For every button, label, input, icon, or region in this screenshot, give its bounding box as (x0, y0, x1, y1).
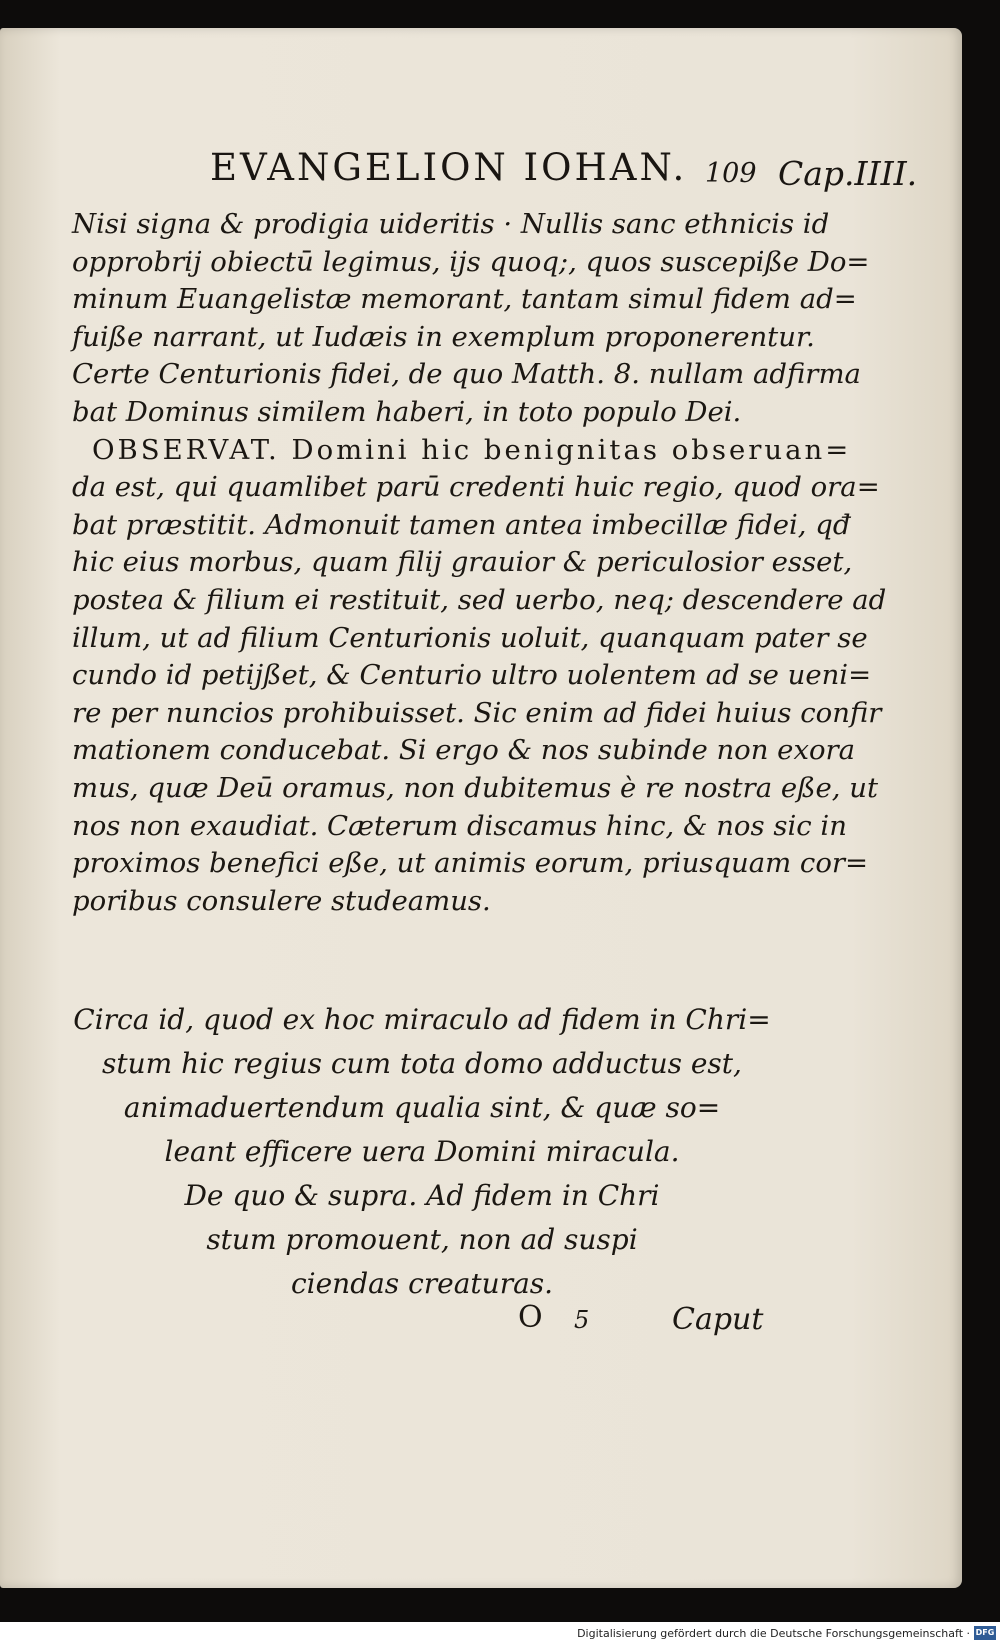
dfg-logo[interactable]: DFG (974, 1626, 996, 1640)
text-line: bat præstitit. Admonuit tamen antea imbecillæ fidei, qđ (72, 508, 851, 541)
closing-paragraph (72, 998, 772, 1306)
book-page (0, 28, 962, 1588)
digitization-credit-bar (0, 1622, 1000, 1648)
text-line: da est, qui quamlibet parū credenti huic regio, quod ora= (72, 471, 880, 504)
text-line: proximos benefici eße, ut animis eorum, priusquam cor= (72, 847, 869, 880)
signature-number: 5 (574, 1306, 590, 1334)
text-line: poribus consulere studeamus. (72, 884, 491, 917)
text-line: bat Dominus similem haberi, in toto populo Dei. (72, 395, 742, 428)
catchword: Caput (672, 1302, 764, 1337)
section-heading-line: OBSERVAT. Domini hic benignitas obseruan= (92, 433, 852, 466)
signature-mark: O (518, 1300, 543, 1335)
text-line: Certe Centurionis fidei, de quo Matth. 8. nullam adfirma (72, 358, 861, 391)
closing-line: De quo & supra. Ad fidem in Chri (184, 1179, 660, 1212)
text-line: Nisi signa & prodigia uideritis · Nullis sanc ethnicis id (72, 208, 830, 240)
running-title: EVANGELION IOHAN. (210, 146, 688, 189)
page-footer-catch (0, 1300, 962, 1350)
folio-number: 109 (705, 158, 757, 189)
text-line: fuiße narrant, ut Iudæis in exemplum proponerentur. (72, 320, 815, 353)
closing-line: animaduertendum qualia sint, & quæ so= (123, 1091, 721, 1124)
main-text-block (72, 206, 887, 920)
text-line: hic eius morbus, quam filij grauior & periculosior esset, (72, 546, 853, 579)
closing-line: ciendas creaturas. (290, 1267, 554, 1300)
text-line: postea & filium ei restituit, sed uerbo, neq; descendere ad (72, 583, 887, 616)
closing-line: stum promouent, non ad suspi (206, 1223, 638, 1256)
closing-line: Circa id, quod ex hoc miraculo ad fidem in Chri= (73, 1003, 771, 1036)
text-line: nos non exaudiat. Cæterum discamus hinc, & nos sic in (72, 809, 847, 842)
text-line: opprobrij obiectū legimus, ijs quoq;, quos suscepiße Do= (72, 245, 870, 278)
text-line: re per nuncios prohibuisset. Sic enim ad fidei huius confir (72, 696, 882, 729)
text-line: cundo id petijßet, & Centurio ultro uolentem ad se ueni= (72, 659, 872, 692)
running-header (60, 118, 950, 193)
text-line: minum Euangelistæ memorant, tantam simul fidem ad= (72, 283, 857, 316)
chapter-label: Cap.IIII. (778, 154, 918, 193)
digitization-credit: Digitalisierung gefördert durch die Deutsche Forschungsgemeinschaft · (577, 1627, 970, 1640)
text-line: illum, ut ad filium Centurionis uoluit, quanquam pater se (72, 621, 868, 654)
text-line: mus, quæ Deū oramus, non dubitemus è re nostra eße, ut (72, 771, 878, 804)
closing-line: stum hic regius cum tota domo adductus est, (102, 1047, 742, 1080)
closing-line: leant efficere uera Domini miracula. (164, 1135, 680, 1168)
text-line: mationem conducebat. Si ergo & nos subinde non exora (72, 734, 856, 767)
